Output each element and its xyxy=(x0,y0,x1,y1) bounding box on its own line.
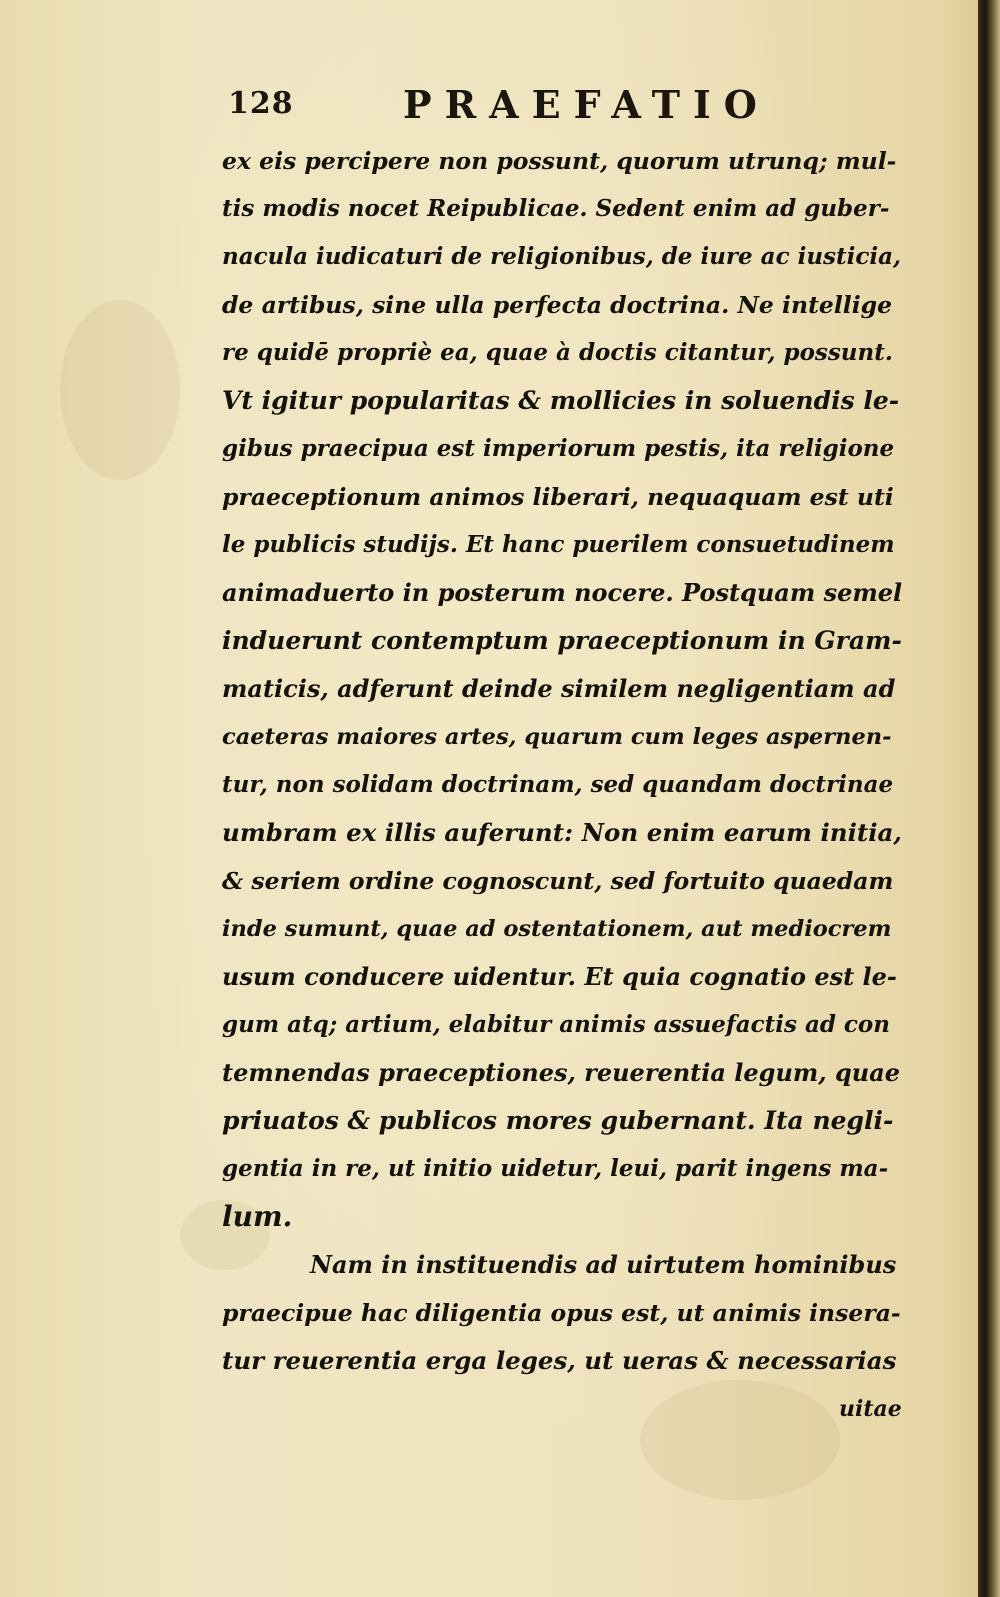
text-line: Vt igitur popularitas & mollicies in soluendis le- xyxy=(222,386,900,415)
paragraph-start-line: Nam in instituendis ad uirtutem hominibus xyxy=(310,1250,897,1279)
text-line: gibus praecipua est imperiorum pestis, ita religione xyxy=(222,435,895,462)
text-line: gum atq; artium, elabitur animis assuefactis ad con xyxy=(222,1011,890,1038)
text-line: temnendas praeceptiones, reuerentia legum, quae xyxy=(222,1058,901,1087)
text-line: umbram ex illis auferunt: Non enim earum initia, xyxy=(222,818,902,847)
text-line: animaduerto in posterum nocere. Postquam semel xyxy=(222,578,903,607)
text-line: nacula iudicaturi de religionibus, de iure ac iusticia, xyxy=(222,243,902,270)
text-line: de artibus, sine ulla perfecta doctrina. Ne intellige xyxy=(222,291,893,319)
text-line: caeteras maiores artes, quarum cum leges aspernen- xyxy=(222,724,892,750)
text-line: ex eis percipere non possunt, quorum utrunq; mul- xyxy=(222,147,897,175)
text-line: le publicis studijs. Et hanc puerilem consuetudinem xyxy=(222,531,895,558)
text-line: tis modis nocet Reipublicae. Sedent enim ad guber- xyxy=(222,195,890,222)
text-line: tur, non solidam doctrinam, sed quandam doctrinae xyxy=(222,771,894,798)
text-line: gentia in re, ut initio uidetur, leui, parit ingens ma- xyxy=(222,1155,889,1182)
text-line: & seriem ordine cognoscunt, sed fortuito quaedam xyxy=(222,867,894,895)
text-line: priuatos & publicos mores gubernant. Ita negli- xyxy=(222,1106,894,1135)
text-line: maticis, adferunt deinde similem negligentiam ad xyxy=(222,674,896,703)
text-line: lum. xyxy=(222,1200,293,1233)
text-line: usum conducere uidentur. Et quia cognatio est le- xyxy=(222,962,897,991)
paper-stain xyxy=(60,300,180,480)
binding-edge xyxy=(978,0,1000,1597)
text-line: inde sumunt, quae ad ostentationem, aut mediocrem xyxy=(222,916,892,942)
page-number: 128 xyxy=(228,86,294,121)
text-line: induerunt contemptum praeceptionum in Gram- xyxy=(222,626,902,655)
catchword: uitae xyxy=(839,1396,902,1422)
body-text xyxy=(222,137,902,1433)
text-line: praeceptionum animos liberari, nequaquam est uti xyxy=(222,483,894,511)
section-title: PRAEFATIO xyxy=(403,82,770,127)
text-line: praecipue hac diligentia opus est, ut animis insera- xyxy=(222,1299,901,1327)
running-head xyxy=(228,82,788,132)
text-line: re quidē propriè ea, quae à doctis citantur, possunt. xyxy=(222,339,893,366)
text-line: tur reuerentia erga leges, ut ueras & necessarias xyxy=(222,1346,897,1375)
